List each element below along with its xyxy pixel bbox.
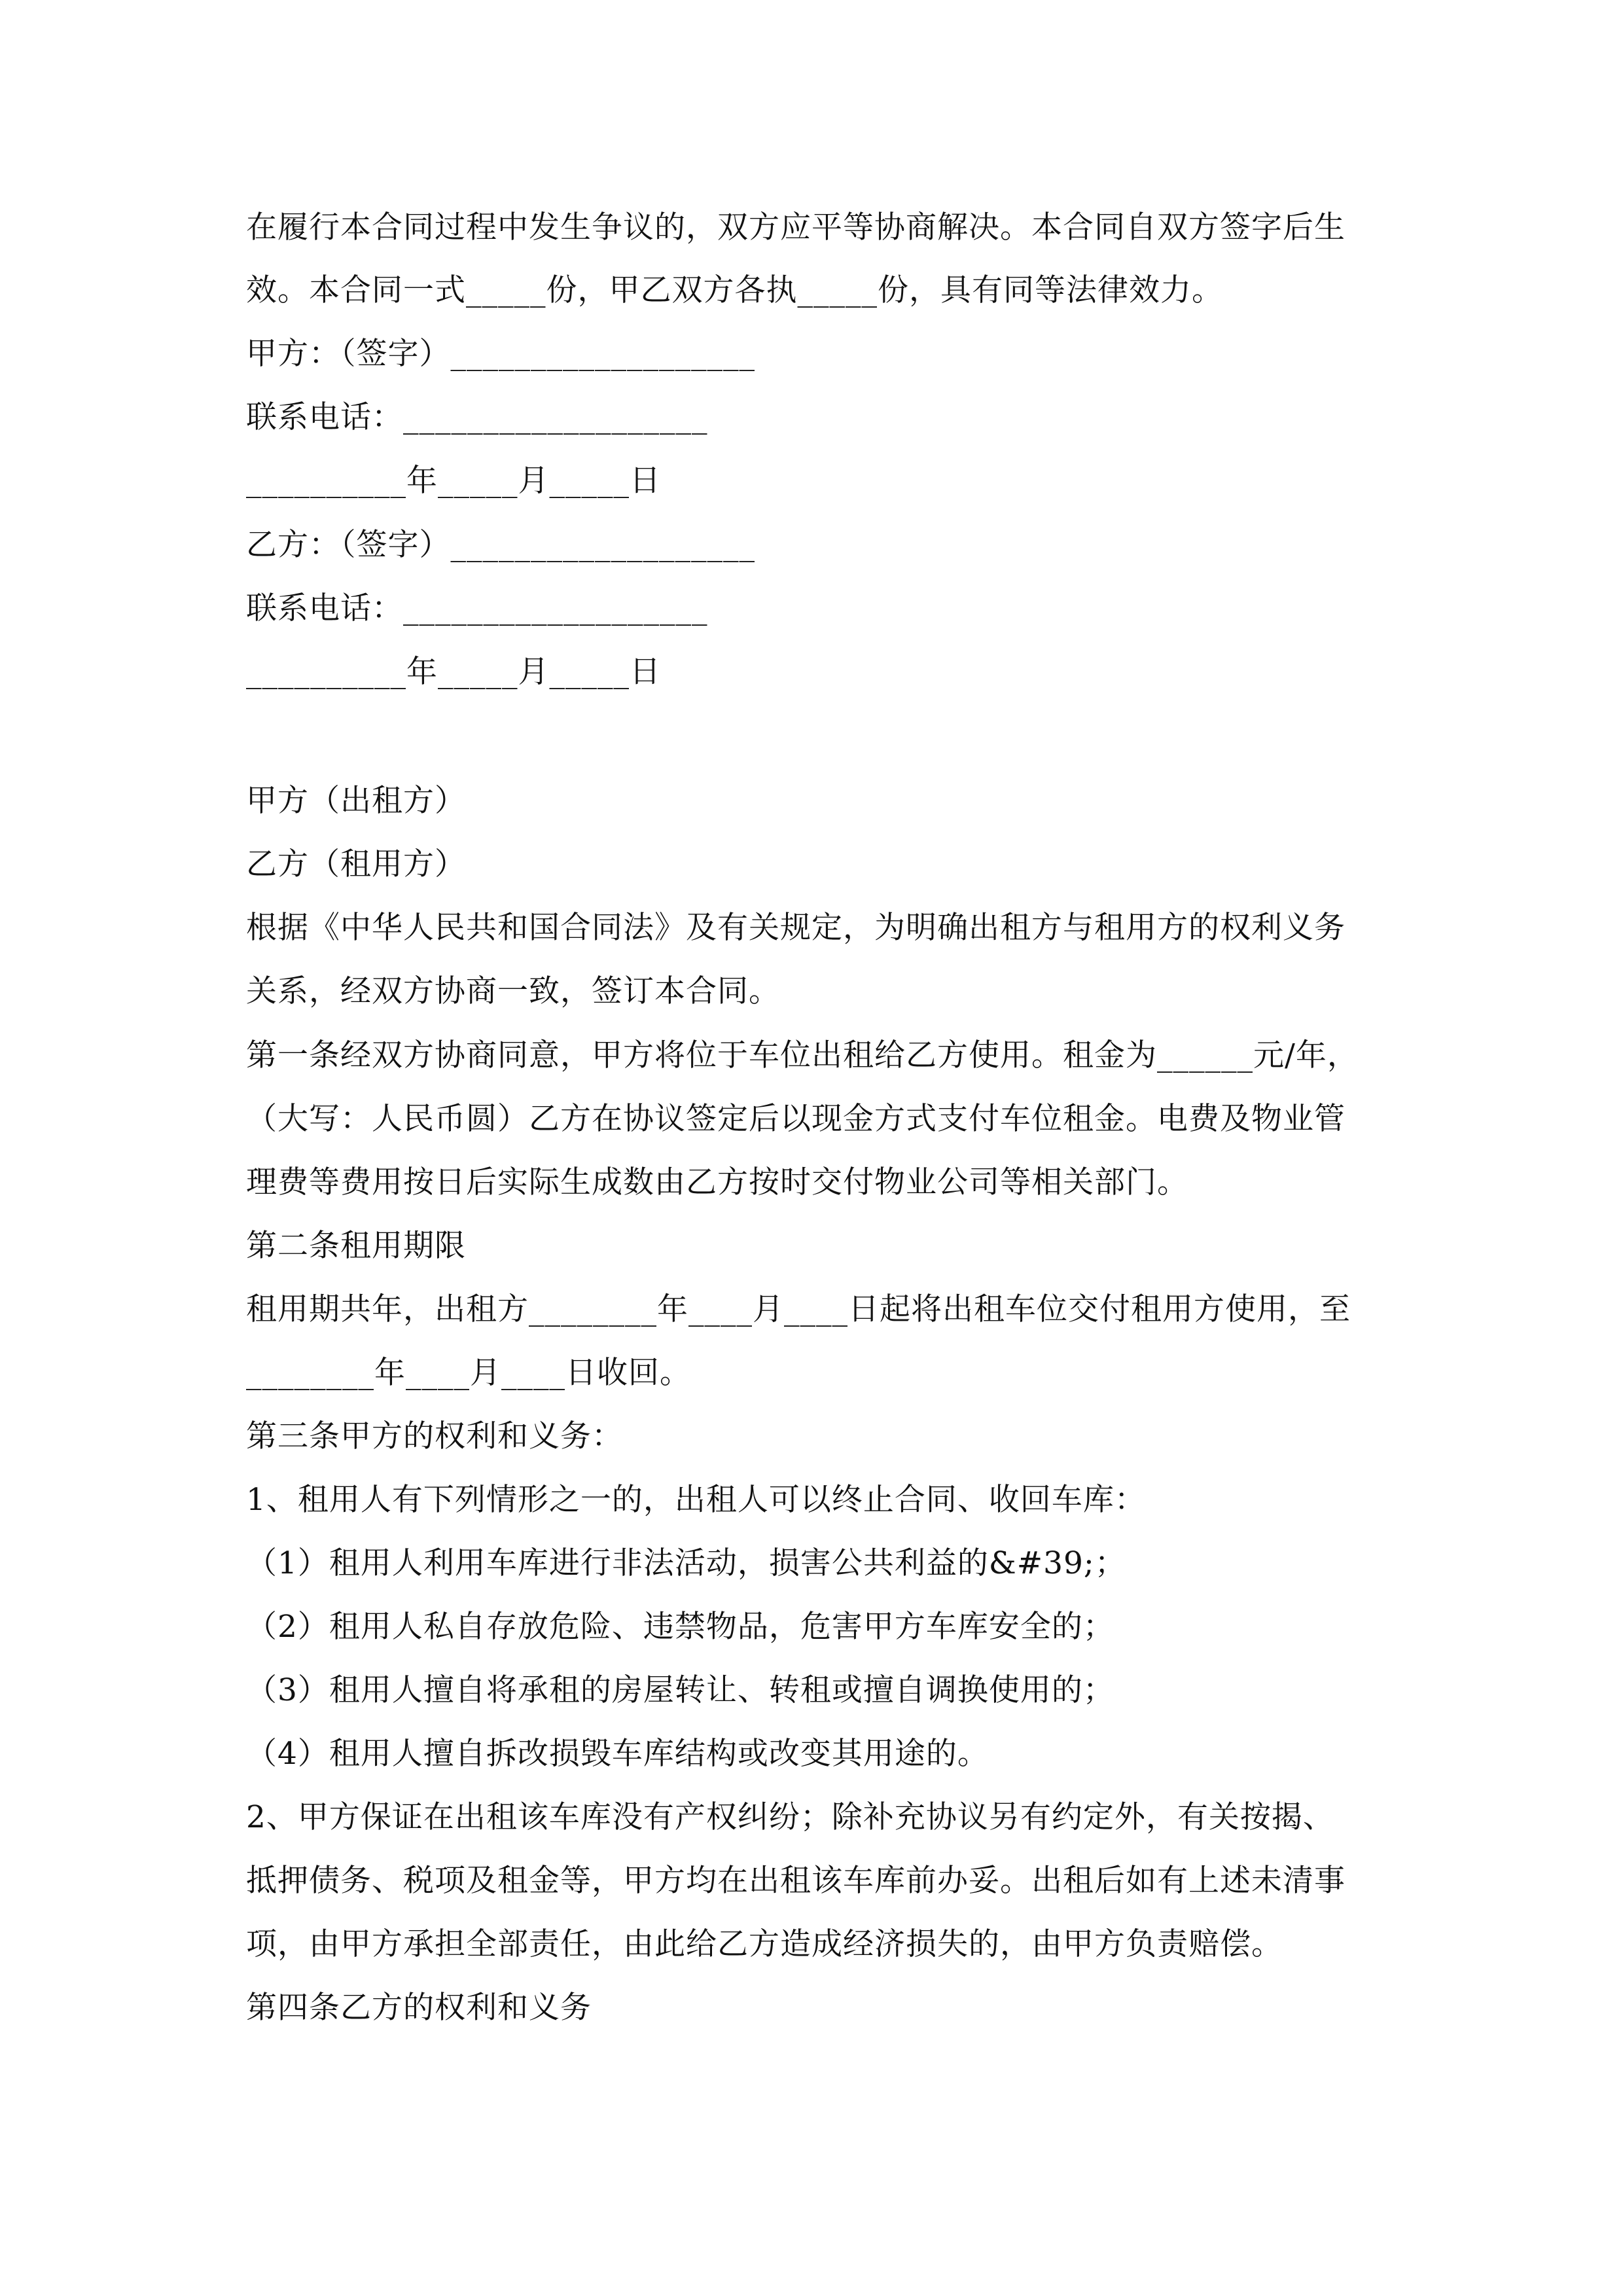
party-a-signature-line: 甲方：（签字）___________________ — [246, 336, 755, 372]
list-item: （1）租用人利用车库进行非法活动，损害公共利益的&#39;； — [246, 1545, 1126, 1581]
party-b-phone-line: 联系电话：___________________ — [246, 590, 708, 626]
text-line: 效。本合同一式_____份，甲乙双方各执_____份，具有同等法律效力。 — [246, 272, 1223, 308]
party-a-phone-line: 联系电话：___________________ — [246, 399, 708, 435]
text-line: 在履行本合同过程中发生争议的，双方应平等协商解决。本合同自双方签字后生 — [246, 209, 1346, 245]
article-heading: 第二条租用期限 — [246, 1228, 466, 1264]
text-line: ________年____月____日收回。 — [246, 1355, 691, 1391]
text-line: 根据《中华人民共和国合同法》及有关规定，为明确出租方与租用方的权利义务 — [246, 910, 1346, 946]
text-line: 抵押债务、税项及租金等，甲方均在出租该车库前办妥。出租后如有上述未清事 — [246, 1863, 1346, 1899]
party-b-date-line: __________年_____月_____日 — [246, 654, 661, 690]
article-heading: 第三条甲方的权利和义务： — [246, 1418, 623, 1454]
article-heading: 第四条乙方的权利和义务 — [246, 1990, 592, 2026]
text-line: 项，由甲方承担全部责任，由此给乙方造成经济损失的，由甲方负责赔偿。 — [246, 1926, 1283, 1962]
text-line: 租用期共年，出租方________年____月____日起将出租车位交付租用方使用，至 — [246, 1291, 1351, 1327]
party-b-heading: 乙方（租用方） — [246, 846, 466, 882]
text-line: 1、租用人有下列情形之一的，出租人可以终止合同、收回车库： — [246, 1482, 1146, 1518]
party-b-signature-line: 乙方：（签字）___________________ — [246, 527, 755, 563]
party-a-heading: 甲方（出租方） — [246, 783, 466, 819]
party-a-date-line: __________年_____月_____日 — [246, 463, 661, 499]
text-line: 关系，经双方协商一致，签订本合同。 — [246, 973, 780, 1009]
text-line: 2、甲方保证在出租该车库没有产权纠纷；除补充协议另有约定外，有关按揭、 — [246, 1799, 1334, 1835]
list-item: （3）租用人擅自将承租的房屋转让、转租或擅自调换使用的； — [246, 1672, 1115, 1708]
text-line: 理费等费用按日后实际生成数由乙方按时交付物业公司等相关部门。 — [246, 1164, 1188, 1200]
text-line: （大写：人民币圆）乙方在协议签定后以现金方式支付车位租金。电费及物业管 — [246, 1101, 1346, 1137]
text-line: 第一条经双方协商同意，甲方将位于车位出租给乙方使用。租金为______元/年， — [246, 1037, 1359, 1073]
list-item: （2）租用人私自存放危险、违禁物品，危害甲方车库安全的； — [246, 1609, 1115, 1645]
list-item: （4）租用人擅自拆改损毁车库结构或改变其用途的。 — [246, 1736, 989, 1772]
